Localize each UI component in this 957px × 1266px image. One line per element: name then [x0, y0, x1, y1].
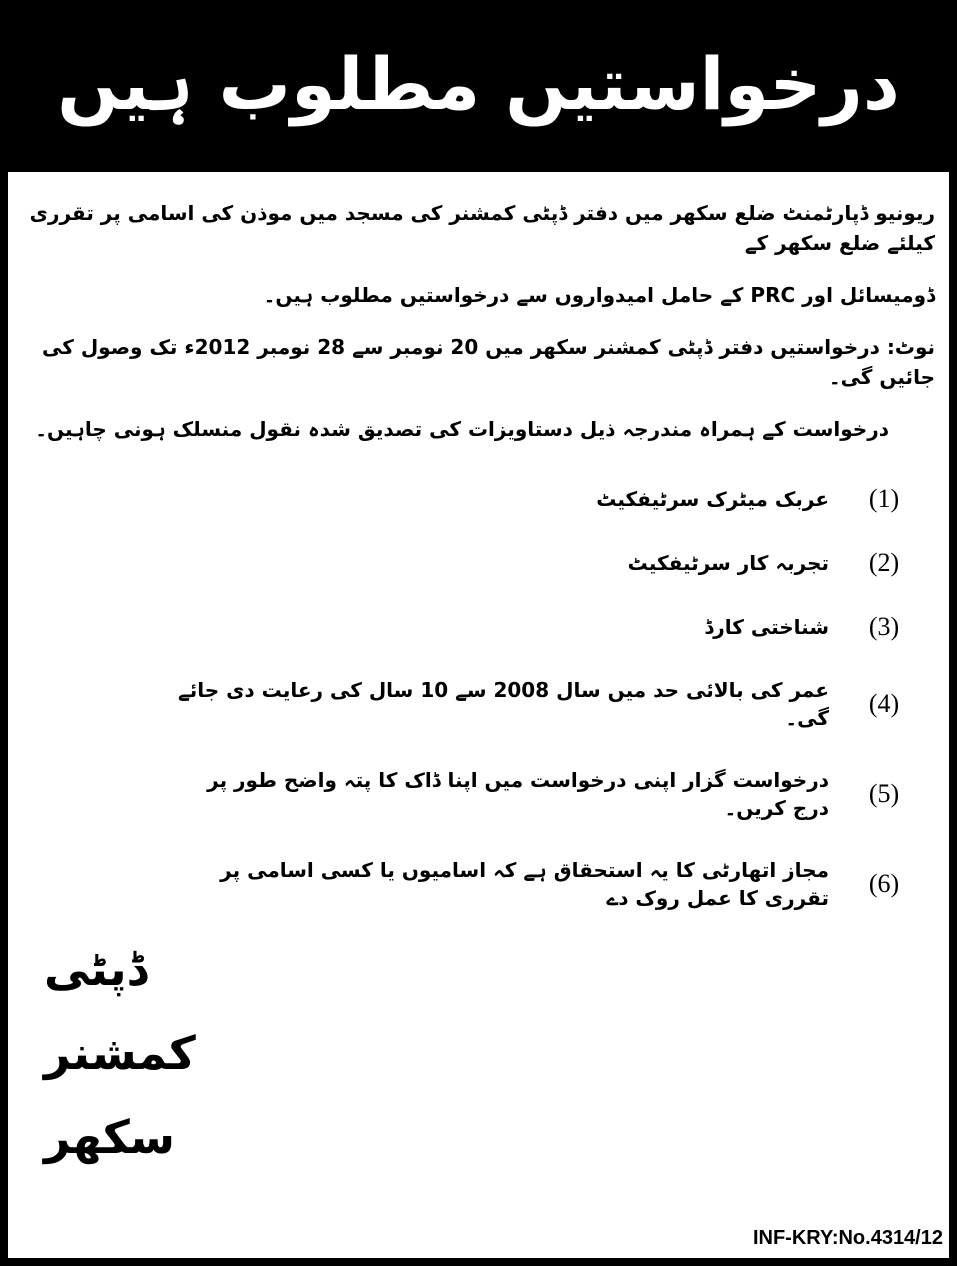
list-item	[172, 484, 919, 514]
list-item	[172, 612, 919, 642]
header-banner	[0, 0, 957, 168]
item-number: (6)	[868, 869, 900, 898]
note-line: نوٹ: درخواستیں دفتر ڈپٹی کمشنر سکھر میں 20 نومبر سے 28 نومبر 2012ء تک وصول کی جائیں گی۔	[42, 335, 935, 389]
intro-line-1: ریونیو ڈپارٹمنٹ ضلع سکھر میں دفتر ڈپٹی کمشنر کی مسجد میں موذن کی اسامی پر تقرری کیلئے ضلع سکھر کے	[29, 201, 935, 255]
item-text: تجربہ کار سرٹیفکیٹ	[627, 551, 829, 575]
signature-designation: کمشنر	[44, 1026, 196, 1080]
item-number: (1)	[868, 484, 900, 513]
list-item	[172, 856, 919, 912]
documents-list	[22, 484, 935, 912]
item-text: درخواست گزار اپنی درخواست میں اپنا ڈاک کا پتہ واضح طور پر درج کریں۔	[207, 768, 829, 820]
item-text: شناختی کارڈ	[704, 615, 829, 639]
ad-body	[8, 172, 949, 1258]
signature-block	[22, 942, 935, 1164]
documents-intro: درخواست کے ہمراہ مندرجہ ذیل دستاویزات کی تصدیق شدہ نقول منسلک ہونی چاہیں۔	[35, 417, 889, 441]
intro-line-2: ڈومیسائل اور PRC کے حامل امیدواروں سے درخواستیں مطلوب ہیں۔	[263, 283, 935, 307]
ad-title: درخواستیں مطلوب ہیں	[57, 42, 900, 126]
item-number: (3)	[868, 612, 900, 641]
item-number: (4)	[868, 689, 900, 718]
reference-number: INF-KRY:No.4314/12	[752, 1227, 943, 1249]
list-item	[172, 676, 919, 732]
signature-location: سکھر	[44, 1110, 175, 1164]
list-item	[172, 766, 919, 822]
item-text: عربک میٹرک سرٹیفکیٹ	[596, 487, 829, 511]
item-text: عمر کی بالائی حد میں سال 2008 سے 10 سال کی رعایت دی جائے گی۔	[177, 678, 829, 730]
signature-title: ڈپٹی	[44, 942, 148, 996]
item-text: مجاز اتھارٹی کا یہ استحقاق ہے کہ اسامیوں یا کسی اسامی پر تقرری کا عمل روک دے	[220, 858, 829, 910]
item-number: (5)	[868, 779, 900, 808]
list-item	[172, 548, 919, 578]
item-number: (2)	[868, 548, 900, 577]
